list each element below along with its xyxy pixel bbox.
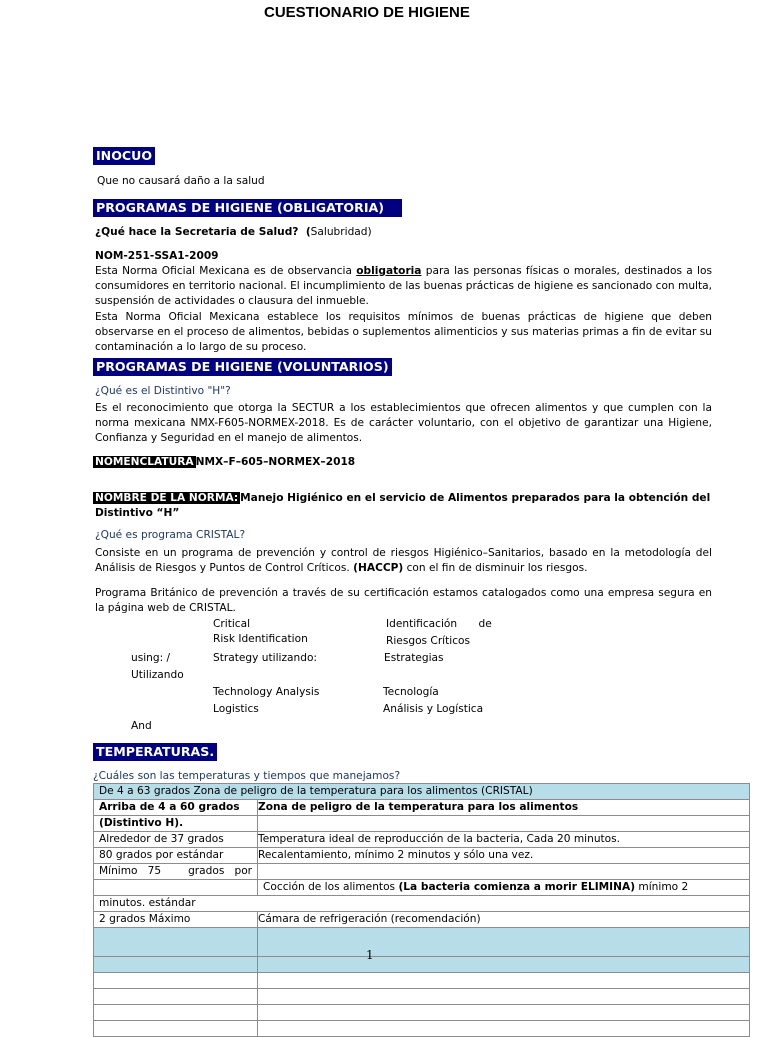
answer-salubridad: Salubridad) [310, 226, 372, 238]
table-row [94, 957, 750, 973]
paragraph-norma-obligatoria [95, 264, 712, 310]
acronym-using: using: / [131, 652, 171, 664]
inocuo-definition: Que no causará daño a la salud [97, 175, 265, 187]
answer-distintivo-h: Es el reconocimiento que otorga la SECTUR a los establecimientos que ofrecen alimentos y que cumplen con la norma mexicana NMX-F605-NORMEX-2018. Es de carácter voluntario, con el objetivo de garantizar una Higiene, Confianza y Seguridad en el manejo de alimentos. [95, 402, 712, 445]
table-cell [258, 973, 750, 989]
acronym-and: And [131, 720, 152, 732]
paragraph-norma-requisitos: Esta Norma Oficial Mexicana establece los requisitos mínimos de buenas prácticas de higiene que deben observarse en el proceso de alimentos, bebidas o suplementos alimenticios y sus materias primas a fin de evitar su contaminación a lo largo de su proceso. [95, 311, 712, 354]
acronym-critical: Critical [213, 618, 251, 630]
table-cell [94, 928, 258, 957]
acronym-risk-identification: Risk Identification [213, 633, 308, 645]
answer-cristal-part2: con el fin de disminuir los riesgos. [406, 562, 588, 575]
p1-part-a: Esta Norma Oficial Mexicana es de observancia [95, 265, 352, 277]
table-cell: Temperatura ideal de reproducción de la bacteria, Cada 20 minutos. [258, 832, 750, 848]
nombre-norma-line [93, 491, 710, 506]
table-row [94, 848, 750, 864]
table-cell [258, 928, 750, 957]
table-cell: minutos. estándar [94, 896, 750, 912]
table-cell [258, 989, 750, 1005]
acronym-tecnologia: Tecnología [383, 686, 439, 698]
temperatures-table [93, 783, 750, 1037]
coccion-bacteria: (La bacteria comienza a morir ELIMINA) [398, 881, 636, 893]
nomenclatura-label: NOMENCLATURA [95, 456, 194, 468]
coccion-minimo: mínimo 2 [638, 881, 689, 893]
table-cell: Cámara de refrigeración (recomendación) [258, 912, 750, 928]
page-title: CUESTIONARIO DE HIGIENE [264, 4, 470, 21]
table-row [94, 832, 750, 848]
table-row [94, 816, 750, 832]
table-cell [258, 957, 750, 973]
table-cell: Alrededor de 37 grados [94, 832, 258, 848]
table-cell: Recalentamiento, mínimo 2 minutos y sólo una vez. [258, 848, 750, 864]
nom-code: NOM-251-SSA1-2009 [95, 250, 219, 262]
question-cristal: ¿Qué es programa CRISTAL? [95, 529, 246, 541]
answer-paren: ( [305, 226, 311, 238]
heading-programas-obligatoria: PROGRAMAS DE HIGIENE (OBLIGATORIA) [93, 199, 402, 217]
table-cell: De 4 a 63 grados Zona de peligro de la temperatura para los alimentos (CRISTAL) [94, 784, 750, 800]
coccion-text: Cocción de los alimentos [263, 881, 396, 893]
table-row [94, 864, 750, 880]
table-cell [94, 989, 258, 1005]
table-cell [258, 1021, 750, 1037]
nomenclatura-value: NMX–F–605–NORMEX–2018 [195, 456, 356, 468]
heading-programas-voluntarios: PROGRAMAS DE HIGIENE (VOLUNTARIOS) [93, 358, 392, 376]
table-row [94, 973, 750, 989]
table-cell [94, 973, 258, 989]
table-cell [94, 957, 258, 973]
question-secretaria [95, 225, 372, 240]
heading-inocuo: INOCUO [93, 147, 155, 165]
table-cell: Arriba de 4 a 60 grados [94, 800, 258, 816]
table-row [94, 989, 750, 1005]
nombre-norma-label: NOMBRE DE LA NORMA: [95, 492, 239, 504]
heading-temperaturas: TEMPERATURAS. [93, 743, 217, 761]
acronym-technology: Technology Analysis [213, 686, 320, 698]
table-cell [258, 880, 750, 896]
table-cell: Zona de peligro de la temperatura para los alimentos [258, 800, 750, 816]
table-row [94, 880, 750, 896]
nombre-norma-value-line2: Distintivo “H” [95, 507, 180, 519]
table-row [94, 896, 750, 912]
answer-cristal-part1: Consiste en un programa de prevención y control de riesgos Higiénico–Sanitarios, basado en la metodología del Análisis de Riesgos y Puntos de Control Críticos. [95, 547, 712, 575]
table-row [94, 784, 750, 800]
table-row [94, 928, 750, 957]
table-cell [94, 1021, 258, 1037]
nombre-norma-value: Manejo Higiénico en el servicio de Alimentos preparados para la obtención del [240, 492, 711, 504]
question-distintivo-h: ¿Qué es el Distintivo "H"? [95, 385, 231, 397]
table-cell: 80 grados por estándar [94, 848, 258, 864]
nomenclatura-line [93, 455, 355, 470]
table-cell [94, 1005, 258, 1021]
paragraph-cristal-britanico: Programa Británico de prevención a través de su certificación estamos catalogados como una empresa segura en la página web de CRISTAL. [95, 587, 712, 615]
acronym-analisis: Análisis y Logística [383, 703, 484, 715]
answer-cristal [95, 546, 712, 576]
table-cell: 2 grados Máximo [94, 912, 258, 928]
acronym-logistics: Logistics [213, 703, 259, 715]
table-cell [258, 816, 750, 832]
answer-cristal-haccp: (HACCP) [353, 562, 404, 575]
acronym-strategy: Strategy utilizando: [213, 652, 317, 664]
table-cell [94, 880, 258, 896]
table-row [94, 912, 750, 928]
question-secretaria-text: ¿Qué hace la Secretaria de Salud? [95, 226, 299, 238]
table-cell [258, 864, 750, 880]
acronym-estrategias: Estrategias [384, 652, 444, 664]
table-row [94, 1021, 750, 1037]
table-row [94, 800, 750, 816]
question-temperaturas: ¿Cuáles son las temperaturas y tiempos que manejamos? [93, 770, 401, 782]
acronym-utilizando: Utilizando [131, 669, 184, 681]
page-number: 1 [366, 948, 374, 962]
table-cell: (Distintivo H). [94, 816, 258, 832]
acronym-riesgos-criticos: Riesgos Críticos [386, 635, 471, 647]
p1-obligatoria: obligatoria [356, 265, 422, 277]
table-cell [258, 1005, 750, 1021]
acronym-identificacion: Identificación de [386, 618, 492, 630]
table-cell: Mínimo 75 grados por [94, 864, 258, 880]
table-row [94, 1005, 750, 1021]
p1-part-c: para las personas físicas o morales, destinados a los consumidores en territorio nacional. El incumplimiento de las buenas prácticas de higiene es sancionado con multa, suspensión de actividades o clausura del inmueble. [95, 265, 713, 308]
